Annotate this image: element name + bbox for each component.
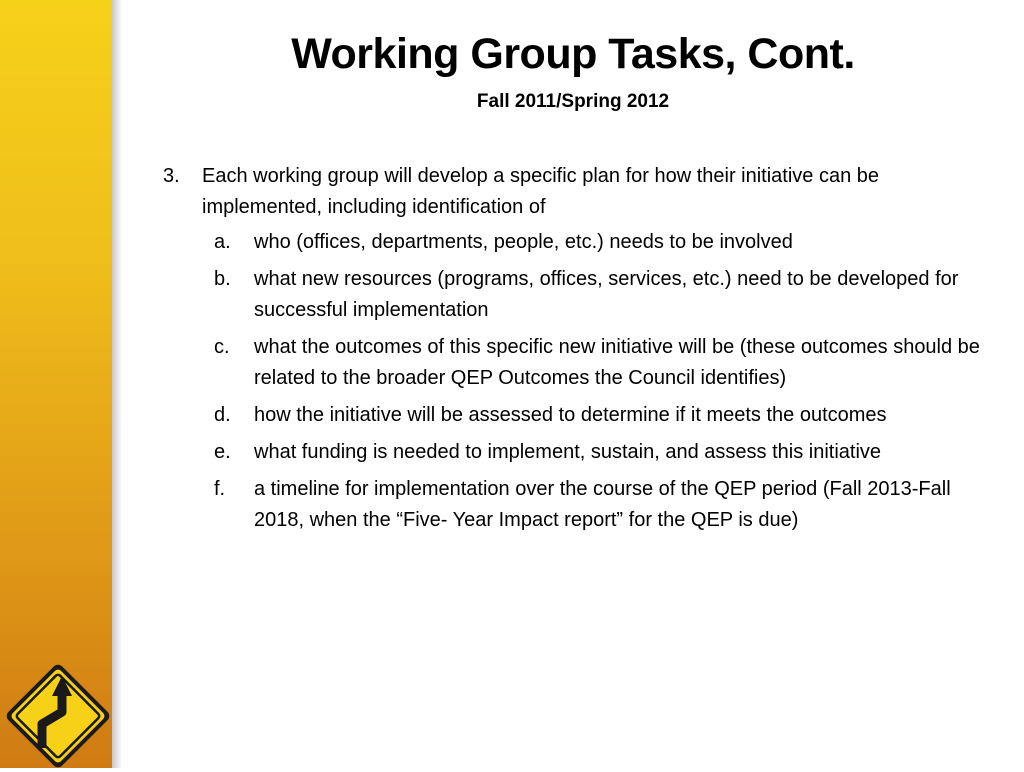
main-list-item bbox=[163, 161, 953, 223]
sub-list-item bbox=[214, 437, 984, 468]
list-item-text: Each working group will develop a specific plan for how their initiative can be implemented, including identification of bbox=[202, 165, 880, 218]
sub-list bbox=[214, 227, 984, 542]
curvy-road-sign-icon bbox=[2, 660, 114, 772]
sub-list-letter: d. bbox=[214, 404, 231, 426]
sub-list-text: who (offices, departments, people, etc.) needs to be involved bbox=[254, 231, 793, 253]
sidebar-decoration bbox=[0, 0, 112, 768]
sub-list-letter: b. bbox=[214, 268, 231, 290]
sub-list-text: what new resources (programs, offices, services, etc.) need to be developed for successful implementation bbox=[254, 268, 959, 321]
sub-list-item bbox=[214, 332, 984, 394]
sub-list-item bbox=[214, 400, 984, 431]
sub-list-text: a timeline for implementation over the course of the QEP period (Fall 2013-Fall 2018, when the “Five- Year Impact report” for the QEP is due) bbox=[254, 478, 951, 531]
sub-list-item bbox=[214, 474, 984, 536]
sub-list-letter: f. bbox=[214, 478, 226, 500]
sub-list-text: how the initiative will be assessed to determine if it meets the outcomes bbox=[254, 404, 887, 426]
sub-list-item bbox=[214, 264, 984, 326]
sub-list-text: what the outcomes of this specific new initiative will be (these outcomes should be related to the broader QEP Outcomes the Council identifies) bbox=[254, 336, 980, 389]
sidebar-shadow bbox=[112, 0, 122, 768]
sub-list-letter: c. bbox=[214, 336, 230, 358]
sub-list-letter: e. bbox=[214, 441, 231, 463]
slide-subtitle: Fall 2011/Spring 2012 bbox=[476, 91, 670, 112]
list-number: 3. bbox=[163, 165, 180, 187]
sub-list-text: what funding is needed to implement, sustain, and assess this initiative bbox=[254, 441, 882, 463]
sub-list-letter: a. bbox=[214, 231, 231, 253]
slide-title: Working Group Tasks, Cont. bbox=[291, 30, 855, 78]
sub-list-item bbox=[214, 227, 984, 258]
